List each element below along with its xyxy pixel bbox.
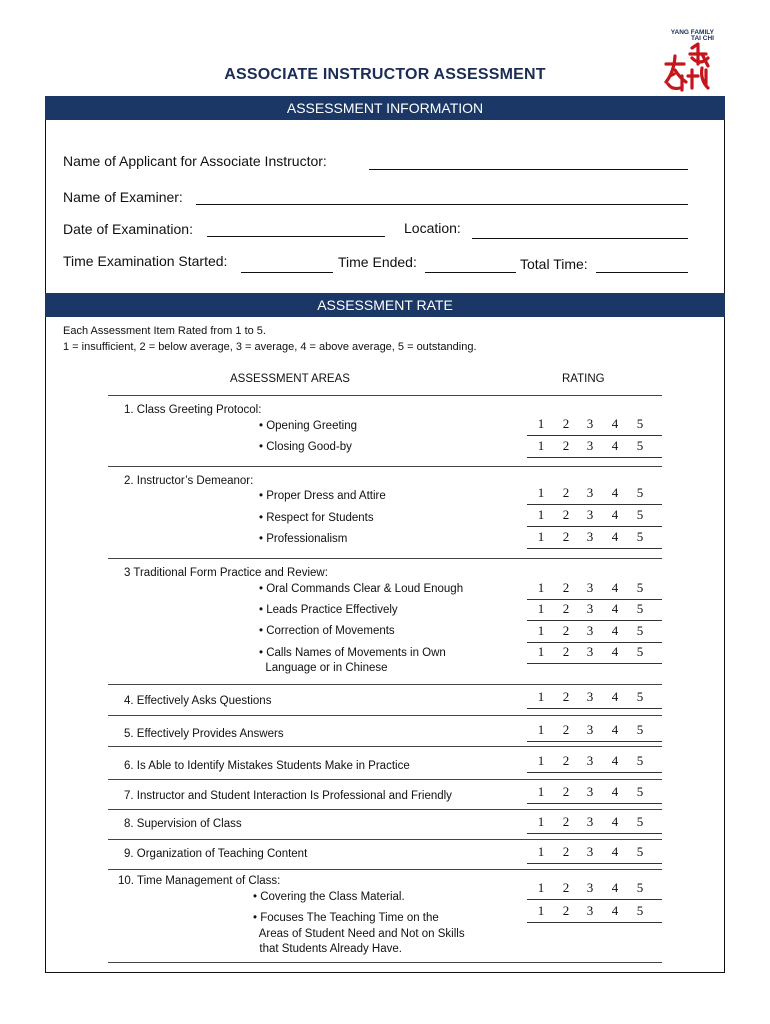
rating-option[interactable]: 5 (636, 529, 644, 544)
assessment-rate-header: ASSESSMENT RATE (45, 293, 725, 317)
rating-option[interactable]: 5 (636, 623, 644, 638)
rating-row[interactable] (527, 722, 662, 742)
rating-option[interactable]: 4 (611, 416, 619, 431)
sub-item: • Professionalism (259, 533, 348, 545)
sub-item: • Calls Names of Movements in Own (259, 647, 446, 659)
rating-option[interactable]: 5 (636, 880, 644, 895)
rating-option[interactable]: 1 (537, 753, 545, 768)
rating-option[interactable]: 5 (636, 814, 644, 829)
sub-item: • Opening Greeting (259, 420, 358, 432)
section-divider (108, 715, 662, 716)
sub-item: • Correction of Movements (259, 625, 395, 637)
rating-row[interactable] (527, 814, 662, 834)
rating-option[interactable]: 1 (537, 485, 545, 500)
rating-option[interactable]: 5 (636, 844, 644, 859)
rating-row[interactable] (527, 507, 662, 527)
section-divider (108, 869, 662, 870)
rating-option[interactable]: 1 (537, 438, 545, 453)
item-supervision: 8. Supervision of Class (124, 818, 242, 830)
sub-item: • Oral Commands Clear & Loud Enough (259, 583, 464, 595)
rating-option[interactable]: 2 (562, 722, 570, 737)
time-started-label: Time Examination Started: (63, 253, 228, 269)
rating-option[interactable]: 3 (586, 507, 594, 522)
rating-option[interactable]: 4 (611, 689, 619, 704)
section-divider (108, 558, 662, 559)
examiner-name-label: Name of Examiner: (63, 189, 183, 205)
rating-option[interactable]: 3 (586, 529, 594, 544)
rating-option[interactable]: 5 (636, 689, 644, 704)
rating-option[interactable]: 1 (537, 529, 545, 544)
rating-option[interactable]: 2 (562, 438, 570, 453)
rating-option[interactable]: 4 (611, 601, 619, 616)
rating-option[interactable]: 2 (562, 485, 570, 500)
rating-option[interactable]: 2 (562, 580, 570, 595)
rating-option[interactable]: 4 (611, 784, 619, 799)
section-divider (108, 466, 662, 467)
section-divider (108, 779, 662, 780)
rating-row[interactable] (527, 438, 662, 458)
item-asks-questions: 4. Effectively Asks Questions (124, 695, 272, 707)
svg-text:楊氏太極: 楊氏太極 (662, 40, 666, 41)
rating-row[interactable] (527, 580, 662, 600)
sub-item: • Focuses The Teaching Time on the (253, 912, 439, 924)
applicant-name-field[interactable] (369, 169, 688, 170)
sub-item: Areas of Student Need and Not on Skills (253, 928, 465, 940)
item-organization: 9. Organization of Teaching Content (124, 848, 308, 860)
rating-option[interactable]: 4 (611, 485, 619, 500)
time-ended-field[interactable] (425, 272, 516, 273)
rating-option[interactable]: 3 (586, 644, 594, 659)
rating-option[interactable]: 2 (562, 844, 570, 859)
total-time-field[interactable] (596, 272, 688, 273)
rating-row[interactable] (527, 644, 662, 664)
rating-option[interactable]: 2 (562, 416, 570, 431)
item-class-greeting: 1. Class Greeting Protocol: (124, 404, 262, 416)
yang-family-logo (640, 30, 730, 95)
rating-option[interactable]: 4 (611, 623, 619, 638)
rating-option[interactable]: 4 (611, 753, 619, 768)
rating-option[interactable]: 5 (636, 903, 644, 918)
rating-option[interactable]: 2 (562, 644, 570, 659)
item-traditional-form: 3 Traditional Form Practice and Review: (124, 567, 328, 579)
sub-item: • Proper Dress and Attire (259, 490, 386, 502)
rating-option[interactable]: 5 (636, 601, 644, 616)
rating-option[interactable]: 3 (586, 722, 594, 737)
item-provides-answers: 5. Effectively Provides Answers (124, 728, 284, 740)
rating-option[interactable]: 4 (611, 814, 619, 829)
rating-option[interactable]: 4 (611, 880, 619, 895)
rating-option[interactable]: 5 (636, 416, 644, 431)
section-divider (108, 839, 662, 840)
rating-row[interactable] (527, 880, 662, 900)
rating-option[interactable]: 1 (537, 644, 545, 659)
rating-row[interactable] (527, 689, 662, 709)
rating-option[interactable]: 2 (562, 507, 570, 522)
rating-option[interactable]: 4 (611, 644, 619, 659)
rating-row[interactable] (527, 416, 662, 436)
rating-row[interactable] (527, 903, 662, 923)
rating-row[interactable] (527, 844, 662, 864)
examiner-name-field[interactable] (196, 204, 688, 205)
rating-option[interactable]: 1 (537, 903, 545, 918)
section-divider (108, 809, 662, 810)
rating-option[interactable]: 3 (586, 689, 594, 704)
rating-option[interactable]: 5 (636, 438, 644, 453)
rating-row[interactable] (527, 601, 662, 621)
assessment-areas-header: ASSESSMENT AREAS (230, 373, 350, 385)
rating-legend: 1 = insufficient, 2 = below average, 3 = average, 4 = above average, 5 = outstanding. (63, 341, 477, 353)
rating-option[interactable]: 1 (537, 689, 545, 704)
rating-option[interactable]: 3 (586, 903, 594, 918)
section-divider (108, 395, 662, 396)
rating-option[interactable]: 4 (611, 722, 619, 737)
rating-row[interactable] (527, 784, 662, 804)
exam-date-field[interactable] (207, 236, 385, 237)
total-time-label: Total Time: (520, 256, 588, 272)
rating-option[interactable]: 5 (636, 644, 644, 659)
rating-option[interactable]: 4 (611, 903, 619, 918)
rating-option[interactable]: 1 (537, 722, 545, 737)
rating-option[interactable]: 1 (537, 623, 545, 638)
rating-option[interactable]: 1 (537, 784, 545, 799)
rating-option[interactable]: 3 (586, 580, 594, 595)
rating-option[interactable]: 2 (562, 601, 570, 616)
section-divider (108, 962, 662, 963)
exam-date-label: Date of Examination: (63, 221, 193, 237)
rating-option[interactable]: 4 (611, 580, 619, 595)
rating-option[interactable]: 5 (636, 507, 644, 522)
rating-option[interactable]: 5 (636, 580, 644, 595)
rating-option[interactable]: 2 (562, 784, 570, 799)
rating-option[interactable]: 2 (562, 753, 570, 768)
sub-item: • Covering the Class Material. (253, 891, 405, 903)
rating-option[interactable]: 1 (537, 814, 545, 829)
rating-option[interactable]: 3 (586, 485, 594, 500)
rating-option[interactable]: 4 (611, 844, 619, 859)
sub-item: • Closing Good-by (259, 441, 352, 453)
rating-option[interactable]: 3 (586, 623, 594, 638)
logo-english-text: YANG FAMILY TAI CHI (670, 29, 714, 42)
sub-item: • Respect for Students (259, 512, 374, 524)
rating-option[interactable]: 3 (586, 416, 594, 431)
item-interaction: 7. Instructor and Student Interaction Is Professional and Friendly (124, 790, 452, 802)
rating-option[interactable]: 2 (562, 814, 570, 829)
sub-item: that Students Already Have. (253, 943, 402, 955)
item-instructor-demeanor: 2. Instructor’s Demeanor: (124, 475, 254, 487)
rating-option[interactable]: 3 (586, 814, 594, 829)
time-started-field[interactable] (241, 272, 333, 273)
rating-option[interactable]: 1 (537, 601, 545, 616)
rating-option[interactable]: 1 (537, 416, 545, 431)
item-identify-mistakes: 6. Is Able to Identify Mistakes Students Make in Practice (124, 760, 410, 772)
rating-option[interactable]: 2 (562, 903, 570, 918)
rating-option[interactable]: 3 (586, 784, 594, 799)
item-time-management: 10. Time Management of Class: (118, 875, 281, 887)
rating-option[interactable]: 4 (611, 438, 619, 453)
sub-item: Language or in Chinese (259, 662, 388, 674)
page-title: ASSOCIATE INSTRUCTOR ASSESSMENT (224, 66, 546, 83)
applicant-name-label: Name of Applicant for Associate Instructor: (63, 153, 327, 169)
rating-option[interactable]: 5 (636, 784, 644, 799)
rating-option[interactable]: 4 (611, 507, 619, 522)
time-ended-label: Time Ended: (338, 254, 417, 270)
rating-option[interactable]: 3 (586, 438, 594, 453)
rating-option[interactable]: 4 (611, 529, 619, 544)
rating-option[interactable]: 2 (562, 529, 570, 544)
rating-row[interactable] (527, 753, 662, 773)
assessment-information-header: ASSESSMENT INFORMATION (45, 96, 725, 120)
rating-option[interactable]: 5 (636, 753, 644, 768)
rating-option[interactable]: 3 (586, 753, 594, 768)
rating-option[interactable]: 1 (537, 580, 545, 595)
section-divider (108, 746, 662, 747)
rating-option[interactable]: 2 (562, 880, 570, 895)
rating-row[interactable] (527, 485, 662, 505)
rating-option[interactable]: 3 (586, 844, 594, 859)
rating-row[interactable] (527, 623, 662, 643)
rating-note: Each Assessment Item Rated from 1 to 5. (63, 325, 266, 337)
rating-option[interactable]: 5 (636, 722, 644, 737)
rating-header: RATING (562, 373, 605, 385)
location-field[interactable] (472, 238, 688, 239)
location-label: Location: (404, 220, 461, 236)
rating-option[interactable]: 3 (586, 601, 594, 616)
rating-option[interactable]: 3 (586, 880, 594, 895)
rating-row[interactable] (527, 529, 662, 549)
rating-option[interactable]: 2 (562, 689, 570, 704)
rating-option[interactable]: 1 (537, 507, 545, 522)
section-divider (108, 684, 662, 685)
sub-item: • Leads Practice Effectively (259, 604, 398, 616)
rating-option[interactable]: 5 (636, 485, 644, 500)
rating-option[interactable]: 1 (537, 880, 545, 895)
rating-option[interactable]: 1 (537, 844, 545, 859)
rating-option[interactable]: 2 (562, 623, 570, 638)
